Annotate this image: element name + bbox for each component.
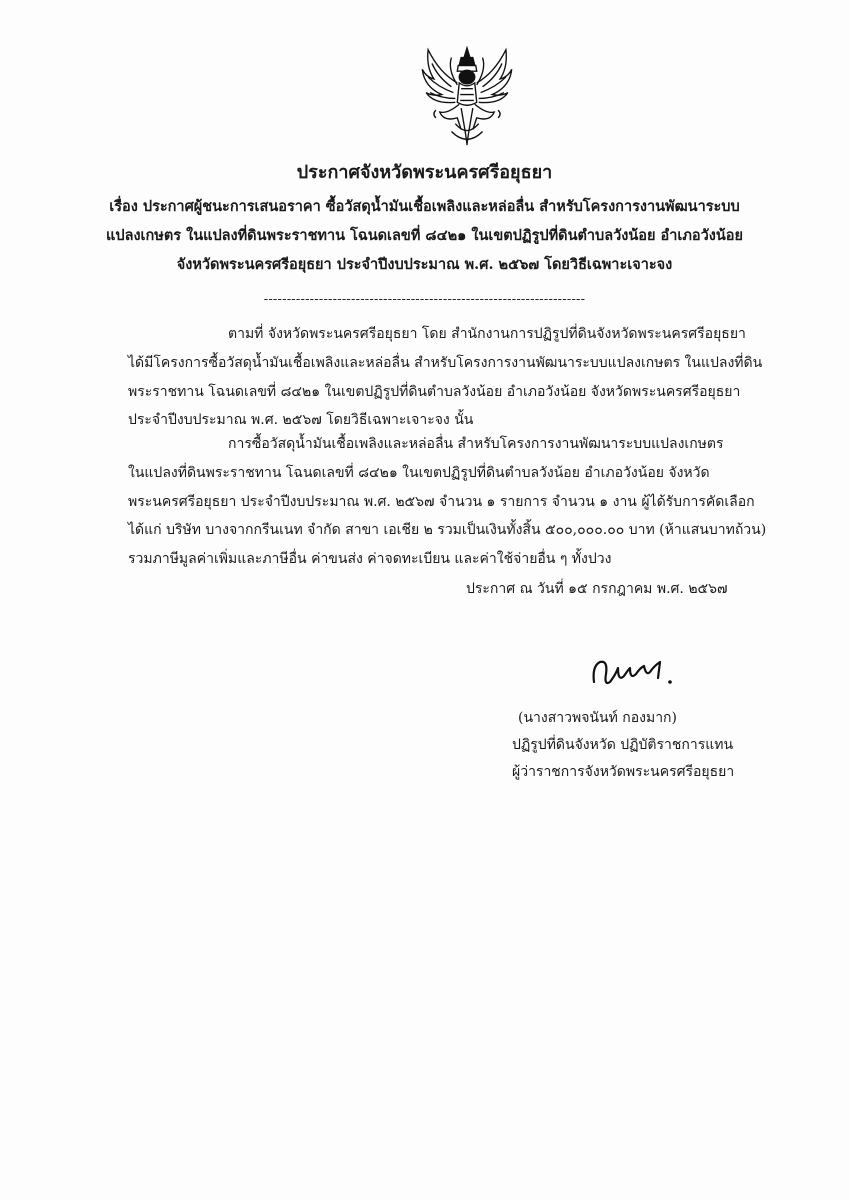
signer-position: ปฏิรูปที่ดินจังหวัด ปฏิบัติราชการแทน <box>512 737 734 753</box>
subject-line: จังหวัดพระนครศรีอยุธยา ประจำปีงบประมาณ พ.ศ. ๒๕๖๗ โดยวิธีเฉพาะเจาะจง <box>176 256 673 273</box>
paragraph-line: ได้แก่ บริษัท บางจากกรีนเนท จำกัด สาขา เอเชีย ๒ รวมเป็นเงินทั้งสิ้น ๕๐๐,๐๐๐.๐๐ บาท (ห้าแสนบาทถ้วน) <box>128 522 767 539</box>
signer-name: (นางสาวพจนันท์ กองมาก) <box>518 710 677 726</box>
paragraph-award <box>128 430 767 574</box>
paragraph-line: ในแปลงที่ดินพระราชทาน โฉนดเลขที่ ๘๔๒๑ ในเขตปฏิรูปที่ดินตำบลวังน้อย อำเภอวังน้อย จังหวัด <box>128 464 710 481</box>
announcement-title: ประกาศจังหวัดพระนครศรีอยุธยา <box>296 162 553 183</box>
paragraph-line: รวมภาษีมูลค่าเพิ่มและภาษีอื่น ค่าขนส่ง ค่าจดทะเบียน และค่าใช้จ่ายอื่น ๆ ทั้งปวง <box>128 551 612 568</box>
signer-block <box>512 705 734 786</box>
handwritten-signature <box>588 648 678 693</box>
paragraph-background <box>128 320 764 435</box>
announcement-date: ประกาศ ณ วันที่ ๑๕ กรกฎาคม พ.ศ. ๒๕๖๗ <box>466 581 728 597</box>
subject-line: แปลงเกษตร ในแปลงที่ดินพระราชทาน โฉนดเลขที่ ๘๔๒๑ ในเขตปฏิรูปที่ดินตำบลวังน้อย อำเภอวังน้อย <box>106 227 743 244</box>
signer-position: ผู้ว่าราชการจังหวัดพระนครศรีอยุธยา <box>512 764 735 780</box>
garuda-emblem-icon <box>418 44 516 149</box>
paragraph-line: การซื้อวัสดุน้ำมันเชื้อเพลิงและหล่อลื่น สำหรับโครงการงานพัฒนาระบบแปลงเกษตร <box>228 436 724 452</box>
paragraph-line: พระนครศรีอยุธยา ประจำปีงบประมาณ พ.ศ. ๒๕๖๗ จำนวน ๑ รายการ จำนวน ๑ งาน ผู้ได้รับการคัดเลือก <box>128 493 755 510</box>
section-divider: ---------------------------------------------------------------------- <box>263 292 586 307</box>
paragraph-line: ประจำปีงบประมาณ พ.ศ. ๒๕๖๗ โดยวิธีเฉพาะเจาะจง นั้น <box>128 412 474 429</box>
announcement-subject <box>90 192 759 279</box>
paragraph-line: ตามที่ จังหวัดพระนครศรีอยุธยา โดย สำนักงานการปฏิรูปที่ดินจังหวัดพระนครศรีอยุธยา <box>228 326 746 342</box>
paragraph-line: พระราชทาน โฉนดเลขที่ ๘๔๒๑ ในเขตปฏิรูปที่ดินตำบลวังน้อย อำเภอวังน้อย จังหวัดพระนครศรีอยุธยา <box>128 383 741 400</box>
paragraph-line: ได้มีโครงการซื้อวัสดุน้ำมันเชื้อเพลิงและหล่อลื่น สำหรับโครงการงานพัฒนาระบบแปลงเกษตร ในแปลงที่ดิน <box>128 354 763 371</box>
subject-line: เรื่อง ประกาศผู้ชนะการเสนอราคา ซื้อวัสดุน้ำมันเชื้อเพลิงและหล่อลื่น สำหรับโครงการงานพัฒนาระบบ <box>109 198 740 215</box>
